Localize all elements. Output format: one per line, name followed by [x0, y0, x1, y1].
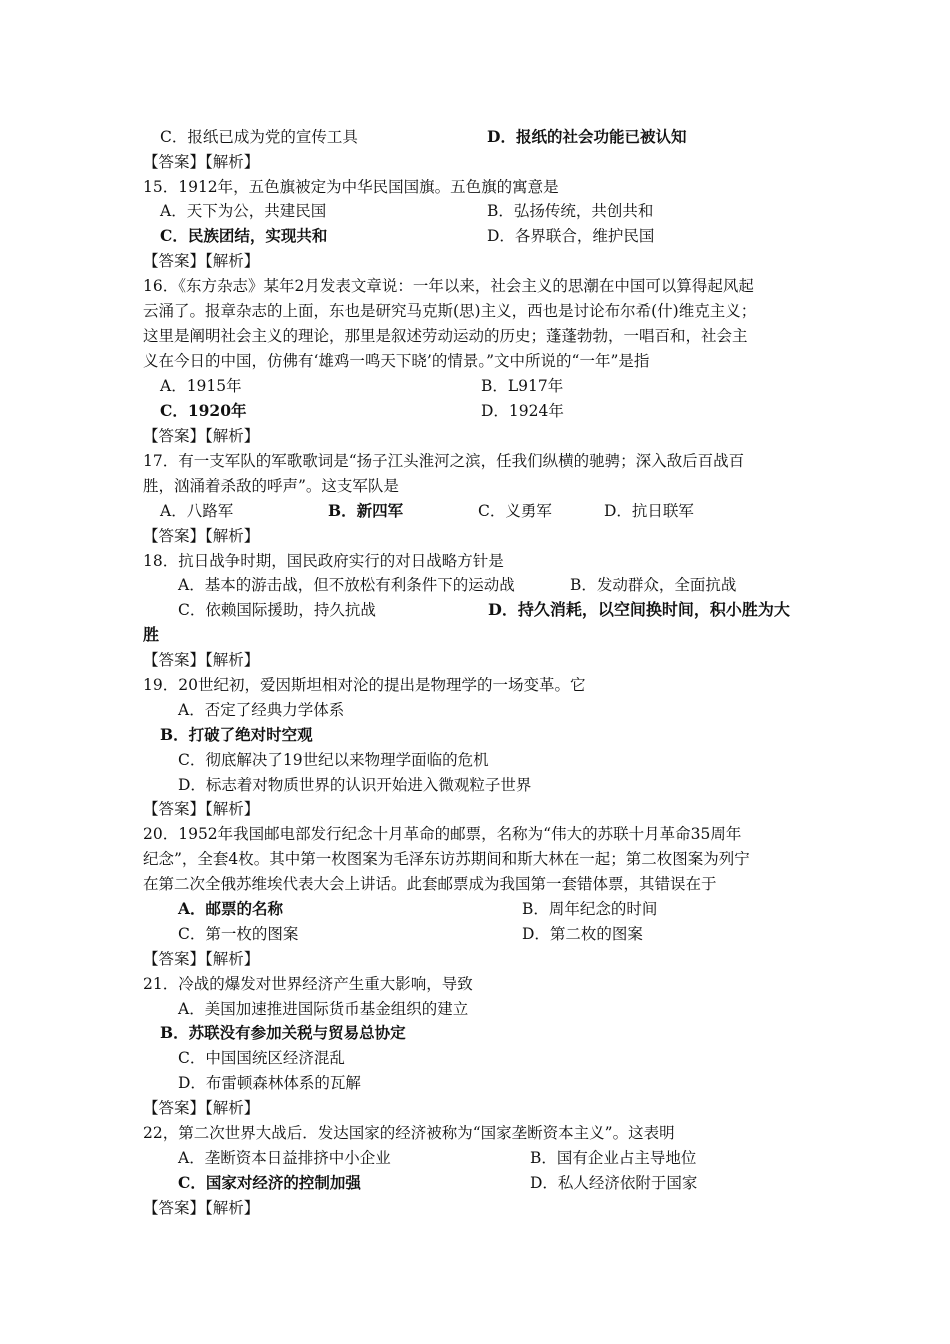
- q17-option-a: A．八路军: [160, 502, 234, 520]
- answer-label: 【答案】【解析】: [143, 252, 260, 270]
- q20-stem-line: 纪念”，全套4枚。其中第一枚图案为毛泽东访苏期间和斯大林在一起；第二枚图案为列宁: [143, 850, 750, 868]
- q14-option-d: D．报纸的社会功能已被认知: [487, 127, 687, 146]
- answer-label: 【答案】【解析】: [143, 153, 260, 171]
- q22-option-a: A．垄断资本日益排挤中小企业: [178, 1149, 391, 1167]
- answer-label: 【答案】【解析】: [143, 950, 260, 968]
- q20-option-d: D．第二枚的图案: [522, 925, 643, 943]
- q19-option-a: A．否定了经典力学体系: [178, 701, 345, 719]
- q15-option-c: C．民族团结，实现共和: [160, 226, 328, 245]
- answer-label: 【答案】【解析】: [143, 427, 260, 445]
- q16-option-d: D．1924年: [481, 402, 564, 420]
- q16-option-b: B．L917年: [481, 377, 564, 395]
- q21-option-d: D．布雷顿森林体系的瓦解: [178, 1074, 361, 1092]
- q20-option-c: C．第一枚的图案: [178, 925, 299, 943]
- q18-option-c: C．依赖国际援助，持久抗战: [178, 601, 376, 619]
- q21-option-c: C．中国国统区经济混乱: [178, 1049, 345, 1067]
- q18-stem-line: 18．抗日战争时期，国民政府实行的对日战略方针是: [143, 552, 504, 570]
- q19-option-d: D．标志着对物质世界的认识开始进入微观粒子世界: [178, 776, 532, 794]
- q17-stem-line: 17．有一支军队的军歌歌词是“扬子江头淮河之滨，任我们纵横的驰骋；深入敌后百战百: [143, 452, 745, 470]
- q17-option-b: B．新四军: [328, 501, 404, 520]
- q22-stem-line: 22，第二次世界大战后．发达国家的经济被称为“国家垄断资本主义”。这表明: [143, 1124, 675, 1142]
- q20-option-b: B．周年纪念的时间: [522, 900, 658, 918]
- answer-label: 【答案】【解析】: [143, 1199, 260, 1217]
- q21-stem-line: 21．冷战的爆发对世界经济产生重大影响，导致: [143, 975, 473, 993]
- q22-option-b: B．国有企业占主导地位: [530, 1149, 697, 1167]
- q20-option-a: A．邮票的名称: [178, 899, 284, 918]
- q16-option-a: A．1915年: [160, 377, 242, 395]
- q15-stem-line: 15．1912年，五色旗被定为中华民国国旗。五色旗的寓意是: [143, 178, 559, 196]
- q16-stem-line: 义在今日的中国，仿佛有‘雄鸡一鸣天下晓’的情景。”文中所说的“一年”是指: [143, 352, 650, 370]
- q15-option-b: B．弘扬传统，共创共和: [487, 202, 654, 220]
- q18-option-b: B．发动群众，全面抗战: [570, 576, 737, 594]
- q20-stem-line: 20．1952年我国邮电部发行纪念十月革命的邮票，名称为“伟大的苏联十月革命35周年: [143, 825, 742, 843]
- q15-option-a: A．天下为公，共建民国: [160, 202, 327, 220]
- q18-option-d: D．持久消耗，以空间换时间，积小胜为大: [488, 600, 790, 619]
- q18-option-a: A．基本的游击战，但不放松有利条件下的运动战: [178, 576, 515, 594]
- q18-option-d-continued: 胜: [143, 625, 160, 644]
- q21-option-a: A．美国加速推进国际货币基金组织的建立: [178, 1000, 469, 1018]
- q17-option-d: D．抗日联军: [604, 502, 694, 520]
- q19-option-c: C．彻底解决了19世纪以来物理学面临的危机: [178, 751, 489, 769]
- q21-option-b: B．苏联没有参加关税与贸易总协定: [160, 1023, 406, 1042]
- q19-option-b: B．打破了绝对时空观: [160, 725, 313, 744]
- q14-option-c: C．报纸已成为党的宣传工具: [160, 128, 358, 146]
- answer-label: 【答案】【解析】: [143, 1099, 260, 1117]
- q16-stem-line: 16．《东方杂志》某年2月发表文章说：一年以来，社会主义的思潮在中国可以算得起风起: [143, 277, 754, 295]
- answer-label: 【答案】【解析】: [143, 527, 260, 545]
- q22-option-c: C．国家对经济的控制加强: [178, 1173, 361, 1192]
- q15-option-d: D．各界联合，维护民国: [487, 227, 655, 245]
- q17-option-c: C．义勇军: [478, 502, 552, 520]
- q17-stem-line: 胜，汹涌着杀敌的呼声”。这支军队是: [143, 477, 399, 495]
- q20-stem-line: 在第二次全俄苏维埃代表大会上讲话。此套邮票成为我国第一套错体票，其错误在于: [143, 875, 717, 893]
- q16-stem-line: 这里是阐明社会主义的理论，那里是叙述劳动运动的历史；蓬蓬勃勃，一唱百和，社会主: [143, 327, 748, 345]
- answer-label: 【答案】【解析】: [143, 800, 260, 818]
- q19-stem-line: 19．20世纪初，爱因斯坦相对沦的提出是物理学的一场变革。它: [143, 676, 586, 694]
- q16-option-c: C．1920年: [160, 401, 247, 420]
- q22-option-d: D．私人经济依附于国家: [530, 1174, 698, 1192]
- q16-stem-line: 云涌了。报章杂志的上面，东也是研究马克斯(思)主义，西也是讨论布尔希(什)维克主义；: [143, 302, 757, 320]
- answer-label: 【答案】【解析】: [143, 651, 260, 669]
